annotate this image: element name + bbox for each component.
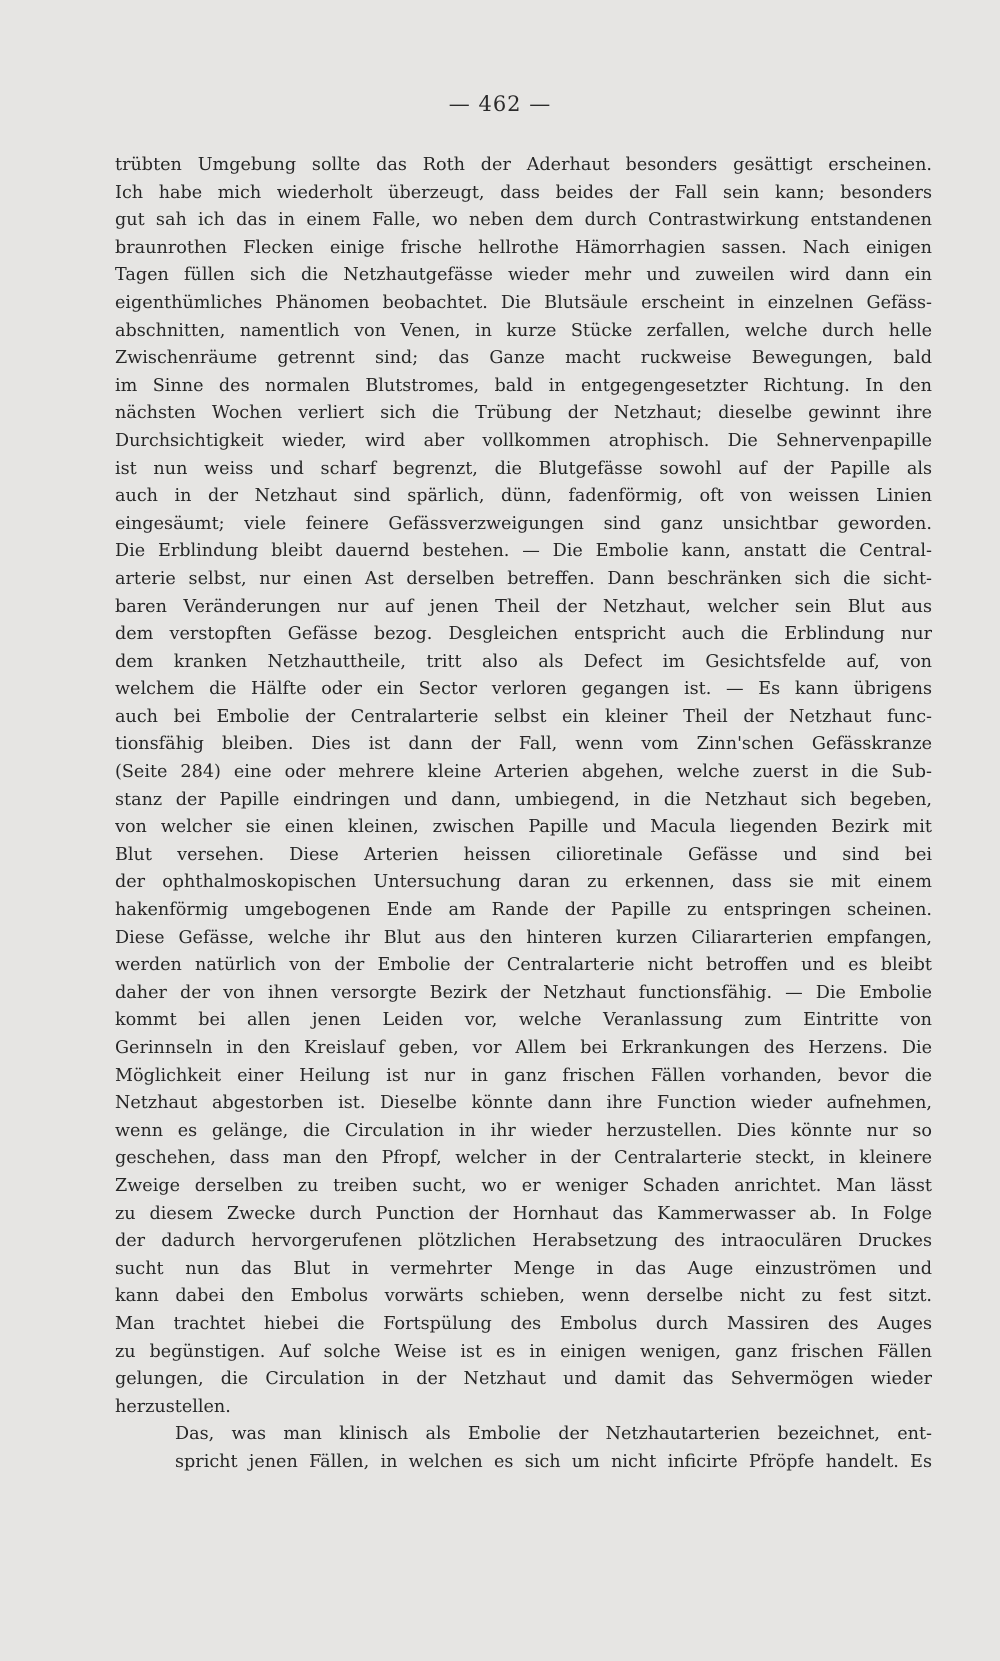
text-line: werden natürlich von der Embolie der Centralarterie nicht betroffen und es bleibt (115, 955, 932, 976)
text-line: Die Erblindung bleibt dauernd bestehen. — Die Embolie kann, anstatt die Central- (115, 541, 932, 562)
text-line: gut sah ich das in einem Falle, wo neben dem durch Contrastwirkung entstandenen (115, 210, 932, 231)
text-line: Diese Gefässe, welche ihr Blut aus den hinteren kurzen Ciliararterien empfangen, (115, 927, 932, 948)
text-line: von welcher sie einen kleinen, zwischen Papille und Macula liegenden Bezirk mit (115, 817, 932, 838)
text-line: im Sinne des normalen Blutstromes, bald in entgegengesetzter Richtung. In den (115, 375, 932, 396)
text-line: Durchsichtigkeit wieder, wird aber vollkommen atrophisch. Die Sehnervenpapille (115, 430, 932, 451)
text-line: geschehen, dass man den Pfropf, welcher in der Centralarterie steckt, in kleinere (115, 1148, 932, 1169)
text-line: herzustellen. (115, 1396, 231, 1417)
text-line: gelungen, die Circulation in der Netzhaut und damit das Sehvermögen wieder (115, 1369, 932, 1390)
text-line: zu begünstigen. Auf solche Weise ist es in einigen wenigen, ganz frischen Fällen (115, 1341, 932, 1362)
text-line: spricht jenen Fällen, in welchen es sich um nicht inficirte Pfröpfe handelt. Es (175, 1451, 932, 1472)
text-line: wenn es gelänge, die Circulation in ihr wieder herzustellen. Dies könnte nur so (115, 1120, 932, 1141)
text-line: Ich habe mich wiederholt überzeugt, dass beides der Fall sein kann; besonders (115, 182, 932, 203)
paragraph (115, 152, 932, 1421)
text-line: ist nun weiss und scharf begrenzt, die Blutgefässe sowohl auf der Papille als (115, 458, 932, 479)
text-line: stanz der Papille eindringen und dann, umbiegend, in die Netzhaut sich begeben, (115, 789, 932, 810)
text-line: welchem die Hälfte oder ein Sector verloren gegangen ist. — Es kann übrigens (115, 679, 932, 700)
text-line: der dadurch hervorgerufenen plötzlichen Herabsetzung des intraoculären Druckes (115, 1231, 932, 1252)
text-line: daher der von ihnen versorgte Bezirk der Netzhaut functionsfähig. — Die Embolie (115, 982, 932, 1003)
text-line: tionsfähig bleiben. Dies ist dann der Fall, wenn vom Zinn'schen Gefässkranze (115, 734, 932, 755)
text-line: auch bei Embolie der Centralarterie selbst ein kleiner Theil der Netzhaut func- (115, 706, 932, 727)
text-line: sucht nun das Blut in vermehrter Menge in das Auge einzuströmen und (115, 1258, 932, 1279)
paragraph (115, 1421, 932, 1476)
text-line: zu diesem Zwecke durch Punction der Hornhaut das Kammerwasser ab. In Folge (115, 1203, 932, 1224)
text-line: trübten Umgebung sollte das Roth der Aderhaut besonders gesättigt erscheinen. (115, 155, 932, 175)
text-line: kommt bei allen jenen Leiden vor, welche Veranlassung zum Eintritte von (115, 1010, 932, 1031)
text-line: Blut versehen. Diese Arterien heissen cilioretinale Gefässe und sind bei (115, 844, 932, 865)
text-line: Man trachtet hiebei die Fortspülung des Embolus durch Massiren des Auges (115, 1313, 932, 1334)
text-line: auch in der Netzhaut sind spärlich, dünn, fadenförmig, oft von weissen Linien (115, 486, 932, 507)
text-line: nächsten Wochen verliert sich die Trübung der Netzhaut; dieselbe gewinnt ihre (115, 403, 932, 424)
text-line: Netzhaut abgestorben ist. Dieselbe könnte dann ihre Function wieder aufnehmen, (115, 1093, 932, 1114)
text-line: eigenthümliches Phänomen beobachtet. Die Blutsäule erscheint in einzelnen Gefäss- (115, 292, 932, 313)
text-line: kann dabei den Embolus vorwärts schieben, wenn derselbe nicht zu fest sitzt. (115, 1286, 932, 1307)
text-line: hakenförmig umgebogenen Ende am Rande der Papille zu entspringen scheinen. (115, 900, 932, 921)
text-line: abschnitten, namentlich von Venen, in kurze Stücke zerfallen, welche durch helle (115, 320, 932, 341)
text-line: eingesäumt; viele feinere Gefässverzweigungen sind ganz unsichtbar geworden. (115, 513, 932, 534)
body-text (115, 152, 932, 1477)
text-line: Zweige derselben zu treiben sucht, wo er weniger Schaden anrichtet. Man lässt (115, 1175, 932, 1196)
page-number: — 462 — (448, 92, 552, 116)
text-line: braunrothen Flecken einige frische hellrothe Hämorrhagien sassen. Nach einigen (115, 237, 932, 258)
text-line: Das, was man klinisch als Embolie der Netzhautarterien bezeichnet, ent- (175, 1424, 932, 1445)
text-line: dem verstopften Gefässe bezog. Desgleichen entspricht auch die Erblindung nur (115, 624, 932, 645)
text-line: Zwischenräume getrennt sind; das Ganze macht ruckweise Bewegungen, bald (115, 348, 932, 369)
text-line: (Seite 284) eine oder mehrere kleine Arterien abgehen, welche zuerst in die Sub- (115, 762, 932, 783)
text-line: der ophthalmoskopischen Untersuchung daran zu erkennen, dass sie mit einem (115, 872, 932, 893)
text-line: Möglichkeit einer Heilung ist nur in ganz frischen Fällen vorhanden, bevor die (115, 1065, 932, 1086)
text-line: dem kranken Netzhauttheile, tritt also als Defect im Gesichtsfelde auf, von (115, 651, 932, 672)
text-line: baren Veränderungen nur auf jenen Theil der Netzhaut, welcher sein Blut aus (115, 596, 932, 617)
text-line: Gerinnseln in den Kreislauf geben, vor Allem bei Erkrankungen des Herzens. Die (115, 1038, 932, 1058)
text-line: Tagen füllen sich die Netzhautgefässe wieder mehr und zuweilen wird dann ein (115, 265, 932, 286)
text-line: arterie selbst, nur einen Ast derselben betreffen. Dann beschränken sich die sicht- (115, 568, 932, 589)
